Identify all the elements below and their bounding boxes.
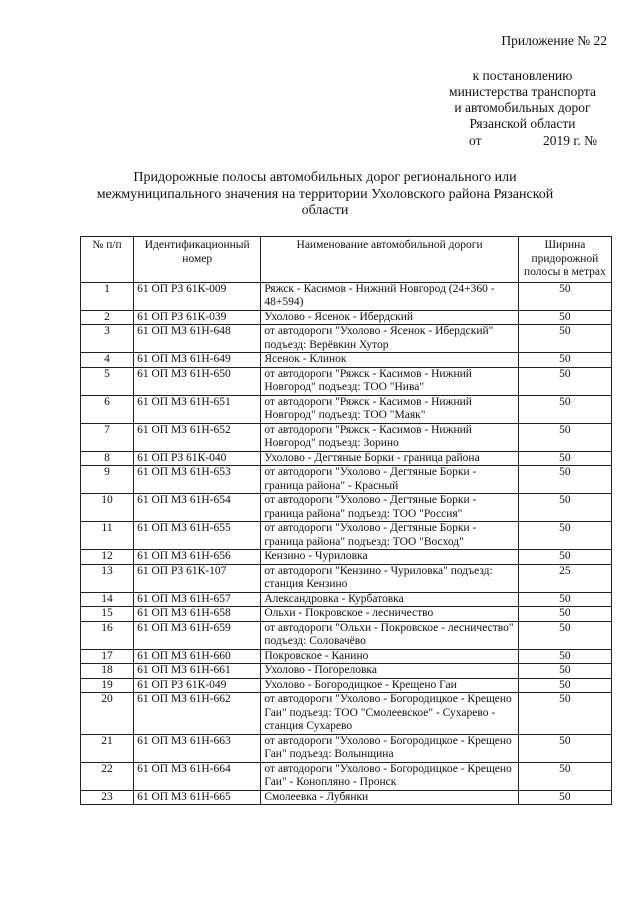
header-num: № п/п [81,237,134,283]
row-number: 8 [81,451,134,466]
row-width: 50 [518,395,611,423]
row-road-name: от автодороги "Кензино - Чуриловка" подъезд: станция Кензино [261,564,518,592]
roads-table [80,236,612,805]
row-road-name: от автодороги "Ухолово - Ясенок - Ибердский" подъезд: Верёвкин Хутор [261,325,518,353]
row-width: 50 [518,734,611,762]
row-width: 50 [518,664,611,679]
row-road-name: от автодороги "Ухолово - Богородицкое - Крещено Гаи" подъезд: Волынщина [261,734,518,762]
table-row [81,664,612,679]
row-id: 61 ОП МЗ 61Н-649 [134,353,261,368]
row-id: 61 ОП МЗ 61Н-659 [134,621,261,649]
row-road-name: Смолеевка - Лубянки [261,790,518,805]
decree-line: министерства транспорта [449,84,596,99]
row-number: 18 [81,664,134,679]
row-number: 20 [81,693,134,735]
row-id: 61 ОП МЗ 61Н-648 [134,325,261,353]
table-row [81,395,612,423]
row-id: 61 ОП МЗ 61Н-653 [134,466,261,494]
row-id: 61 ОП МЗ 61Н-660 [134,649,261,664]
row-width: 50 [518,762,611,790]
date-year: 2019 г. № [543,133,598,148]
row-road-name: Ухолово - Дегтяные Борки - граница района [261,451,518,466]
row-road-name: Кензино - Чуриловка [261,550,518,565]
row-width: 50 [518,353,611,368]
row-width: 50 [518,466,611,494]
row-width: 50 [518,282,611,310]
row-width: 50 [518,592,611,607]
row-road-name: от автодороги "Ряжск - Касимов - Нижний Новгород" подъезд: ТОО "Маяк" [261,395,518,423]
table-row [81,790,612,805]
table-header-row [81,237,612,283]
table-row [81,621,612,649]
row-number: 23 [81,790,134,805]
decree-line: Рязанской области [469,116,576,131]
row-road-name: Ряжск - Касимов - Нижний Новгород (24+360 - 48+594) [261,282,518,310]
row-id: 61 ОП МЗ 61Н-662 [134,693,261,735]
row-number: 16 [81,621,134,649]
header-width: Ширина придорожной полосы в метрах [518,237,611,283]
row-number: 19 [81,678,134,693]
row-number: 22 [81,762,134,790]
row-number: 21 [81,734,134,762]
row-width: 50 [518,423,611,451]
decree-reference [435,68,610,132]
row-number: 10 [81,494,134,522]
row-number: 13 [81,564,134,592]
row-width: 50 [518,494,611,522]
date-from: от [469,133,482,148]
row-road-name: Ухолово - Погореловка [261,664,518,679]
row-width: 50 [518,367,611,395]
row-id: 61 ОП МЗ 61Н-658 [134,607,261,622]
page-title: Придорожные полосы автомобильных дорог регионального или межмуниципального значения на территории Ухоловского района Рязанской области [96,170,554,218]
row-width: 50 [518,678,611,693]
row-width: 50 [518,790,611,805]
row-number: 6 [81,395,134,423]
table-row [81,466,612,494]
table-row [81,564,612,592]
row-road-name: Покровское - Канино [261,649,518,664]
row-number: 12 [81,550,134,565]
table-row [81,678,612,693]
row-number: 14 [81,592,134,607]
decree-line: к постановлению [472,68,573,83]
decree-line: и автомобильных дорог [454,100,591,115]
row-id: 61 ОП МЗ 61Н-663 [134,734,261,762]
row-id: 61 ОП МЗ 61Н-661 [134,664,261,679]
row-id: 61 ОП МЗ 61Н-654 [134,494,261,522]
table-row [81,734,612,762]
table-row [81,494,612,522]
table-row [81,310,612,325]
row-road-name: от автодороги "Ряжск - Касимов - Нижний Новгород" подъезд: ТОО "Нива" [261,367,518,395]
row-width: 50 [518,607,611,622]
table-row [81,693,612,735]
table-row [81,423,612,451]
row-road-name: от автодороги "Ухолово - Дегтяные Борки - граница района" подъезд: ТОО "Россия" [261,494,518,522]
row-road-name: от автодороги "Ряжск - Касимов - Нижний Новгород" подъезд: Зорино [261,423,518,451]
row-width: 50 [518,649,611,664]
row-width: 50 [518,451,611,466]
row-width: 50 [518,310,611,325]
row-number: 4 [81,353,134,368]
row-id: 61 ОП РЗ 61К-009 [134,282,261,310]
row-number: 7 [81,423,134,451]
row-width: 50 [518,550,611,565]
row-id: 61 ОП МЗ 61Н-650 [134,367,261,395]
row-width: 25 [518,564,611,592]
row-width: 50 [518,522,611,550]
row-id: 61 ОП МЗ 61Н-657 [134,592,261,607]
table-row [81,607,612,622]
row-id: 61 ОП МЗ 61Н-665 [134,790,261,805]
row-width: 50 [518,693,611,735]
row-number: 15 [81,607,134,622]
row-id: 61 ОП МЗ 61Н-656 [134,550,261,565]
table-row [81,451,612,466]
row-number: 5 [81,367,134,395]
row-id: 61 ОП МЗ 61Н-652 [134,423,261,451]
row-number: 3 [81,325,134,353]
row-road-name: Ухолово - Ясенок - Ибердский [261,310,518,325]
table-row [81,649,612,664]
row-number: 2 [81,310,134,325]
row-id: 61 ОП МЗ 61Н-664 [134,762,261,790]
row-road-name: Ясенок - Клинок [261,353,518,368]
row-road-name: Ольхи - Покровское - лесничество [261,607,518,622]
header-id: Идентификационный номер [134,237,261,283]
row-road-name: от автодороги "Ухолово - Дегтяные Борки - граница района" подъезд: ТОО "Восход" [261,522,518,550]
row-id: 61 ОП РЗ 61К-040 [134,451,261,466]
row-road-name: от автодороги "Ухолово - Богородицкое - Крещено Гаи" подъезд: ТОО "Смолеевское" - Сухарево - станция Сухарево [261,693,518,735]
row-number: 9 [81,466,134,494]
table-row [81,762,612,790]
row-id: 61 ОП РЗ 61К-107 [134,564,261,592]
row-number: 17 [81,649,134,664]
row-width: 50 [518,621,611,649]
row-road-name: от автодороги "Ольхи - Покровское - лесничество" подъезд: Соловачёво [261,621,518,649]
row-width: 50 [518,325,611,353]
row-number: 11 [81,522,134,550]
table-row [81,522,612,550]
row-id: 61 ОП РЗ 61К-049 [134,678,261,693]
row-number: 1 [81,282,134,310]
row-road-name: Ухолово - Богородицкое - Крещено Гаи [261,678,518,693]
row-road-name: Александровка - Курбатовка [261,592,518,607]
table-body [81,282,612,805]
row-id: 61 ОП МЗ 61Н-651 [134,395,261,423]
row-id: 61 ОП РЗ 61К-039 [134,310,261,325]
table-row [81,353,612,368]
row-id: 61 ОП МЗ 61Н-655 [134,522,261,550]
header-name: Наименование автомобильной дороги [261,237,518,283]
row-road-name: от автодороги "Ухолово - Дегтяные Борки - граница района" - Красный [261,466,518,494]
row-road-name: от автодороги "Ухолово - Богородицкое - Крещено Гаи" - Конопляно - Пронск [261,762,518,790]
table-row [81,550,612,565]
table-row [81,592,612,607]
table-row [81,282,612,310]
appendix-label: Приложение № 22 [501,33,607,48]
table-row [81,325,612,353]
table-row [81,367,612,395]
